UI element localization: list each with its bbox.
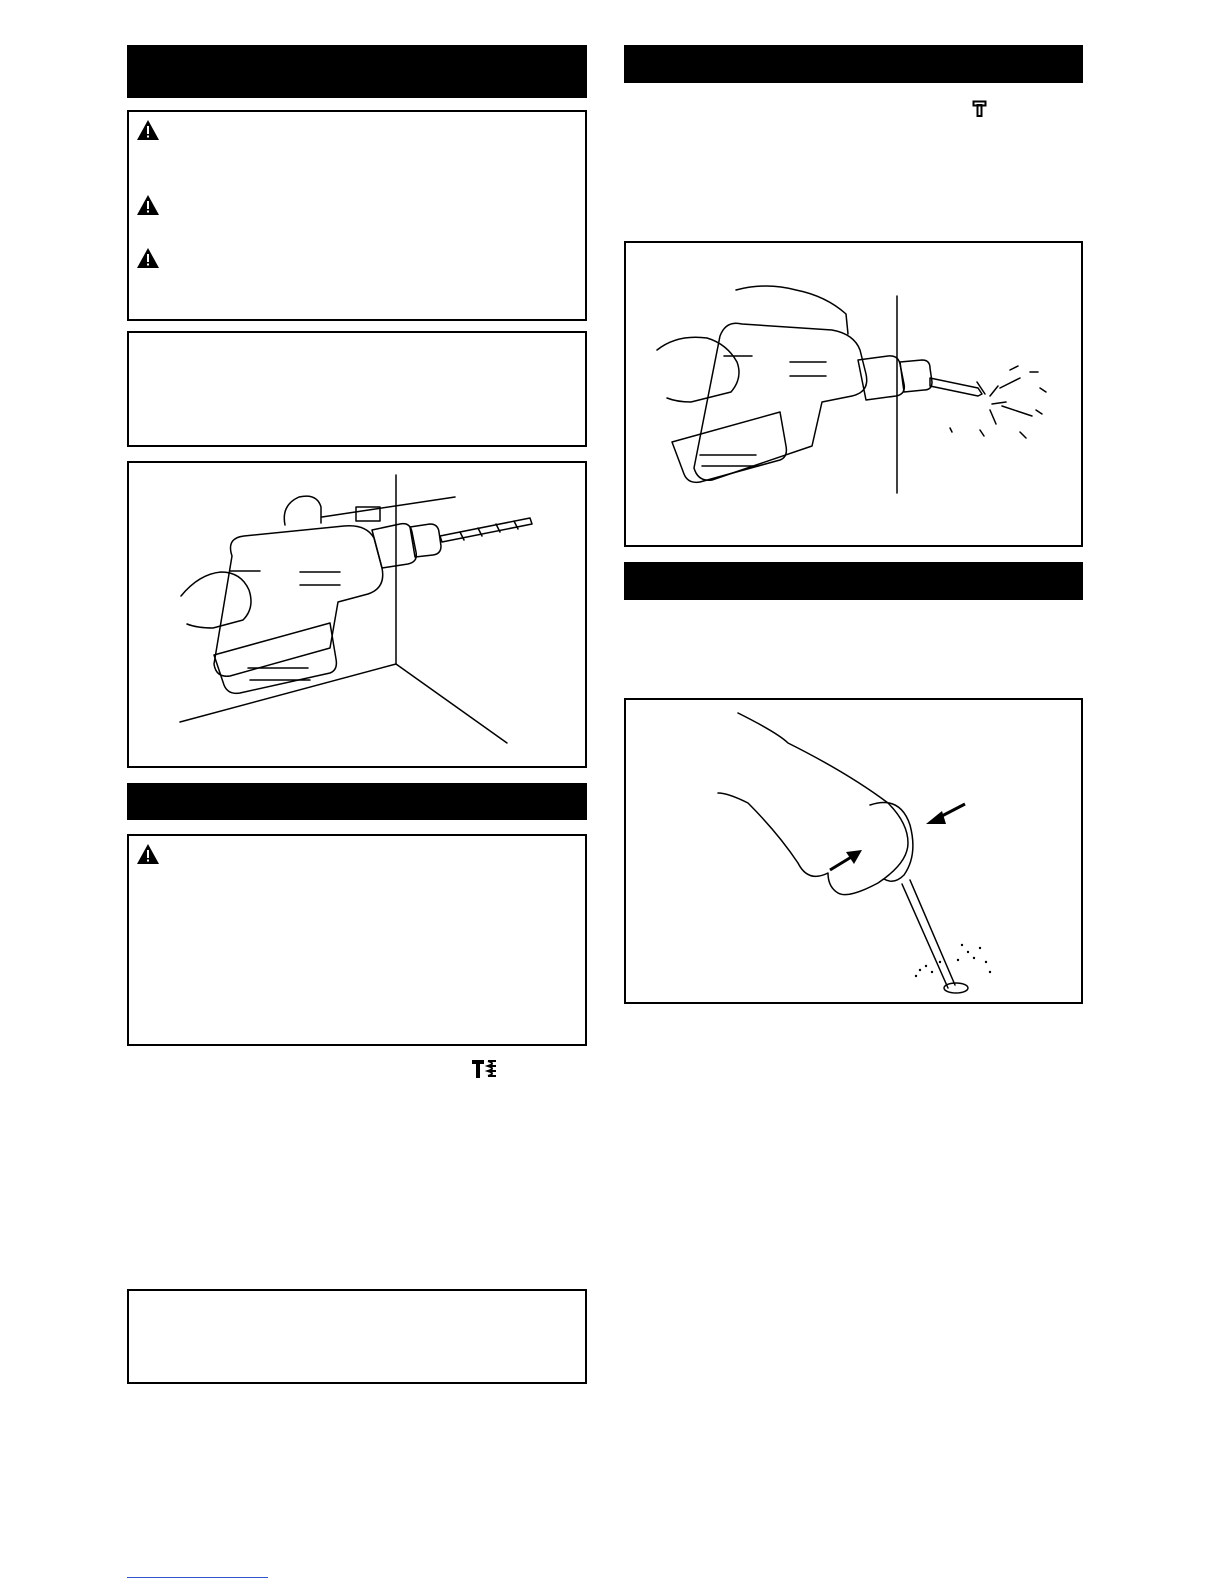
dust-particles: [915, 944, 991, 977]
drill-into-wall-illustration: [180, 475, 532, 743]
blow-out-bulb-illustration: [718, 713, 968, 993]
chiseling-illustration: [657, 286, 1046, 493]
